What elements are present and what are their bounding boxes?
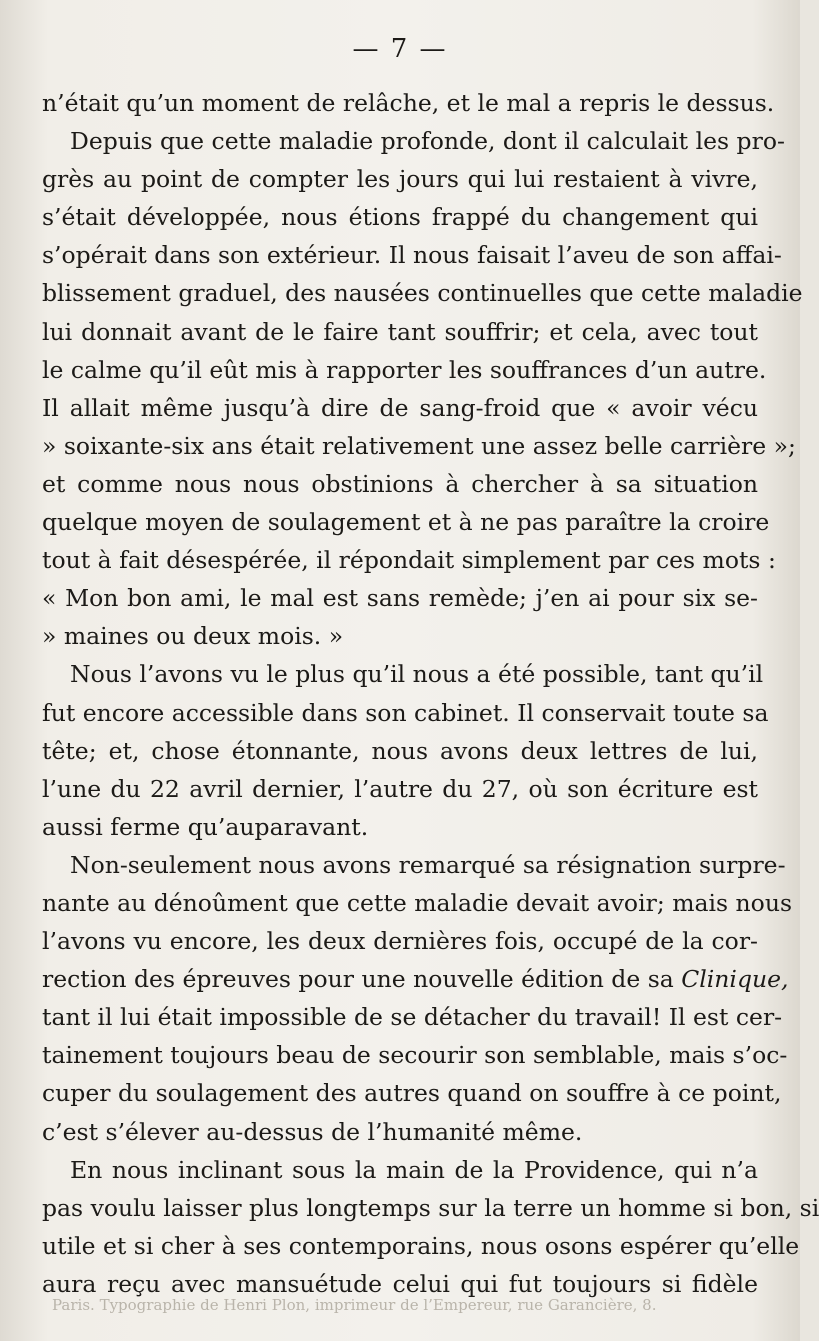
text-line-content: Non-seulement nous avons remarqué sa résignation surpre- xyxy=(70,850,786,879)
text-line-content: n’était qu’un moment de relâche, et le mal a repris le dessus. xyxy=(42,89,775,117)
text-line xyxy=(42,84,775,122)
text-line xyxy=(42,541,776,579)
text-line-content: quelque moyen de soulagement et à ne pas paraître la croire xyxy=(42,508,770,537)
text-line-content: lui donnait avant de le faire tant souffrir; et cela, avec tout xyxy=(42,317,758,346)
text-line xyxy=(42,732,758,770)
text-line xyxy=(42,351,767,389)
text-line xyxy=(42,1036,788,1074)
text-line-content: tant il lui était impossible de se détacher du travail! Il est cer- xyxy=(42,1003,783,1032)
text-line-content: s’était développée, nous étions frappé du changement qui xyxy=(42,203,758,232)
text-line-content: Il allait même jusqu’à dire de sang-froid que « avoir vécu xyxy=(42,393,758,422)
text-line xyxy=(42,160,758,198)
text-line-content: pas voulu laisser plus longtemps sur la terre un homme si bon, si xyxy=(42,1193,819,1222)
text-line xyxy=(42,122,785,160)
italic-title: Clinique, xyxy=(681,965,789,994)
text-line xyxy=(42,1113,758,1151)
text-line-content: « Mon bon ami, le mal est sans remède; j’en ai pour six se- xyxy=(42,584,758,613)
text-line-content: et comme nous nous obstinions à chercher à sa situation xyxy=(42,469,758,498)
text-line xyxy=(42,198,758,236)
text-line xyxy=(42,770,758,808)
text-line-content: nante au dénoûment que cette maladie devait avoir; mais nous xyxy=(42,888,793,917)
text-line-content: cuper du soulagement des autres quand on souffre à ce point, xyxy=(42,1079,782,1108)
text-line-content: » soixante-six ans était relativement une assez belle carrière »; xyxy=(42,431,796,460)
text-line-content: le calme qu’il eût mis à rapporter les souffrances d’un autre. xyxy=(42,355,767,384)
text-line-content: c’est s’élever au-dessus de l’humanité même. xyxy=(42,1117,583,1146)
text-line-content: En nous inclinant sous la main de la Providence, qui n’a xyxy=(70,1155,758,1184)
text-line xyxy=(42,998,783,1036)
text-line-content: tête; et, chose étonnante, nous avons deux lettres de lui, xyxy=(42,736,758,765)
text-line xyxy=(42,617,758,655)
text-line-content: tainement toujours beau de secourir son semblable, mais s’oc- xyxy=(42,1041,788,1070)
text-line xyxy=(42,960,789,998)
text-line xyxy=(42,922,758,960)
text-line-content: grès au point de compter les jours qui lui restaient à vivre, xyxy=(42,165,758,194)
text-line xyxy=(42,503,770,541)
text-line-content: rection des épreuves pour une nouvelle édition de sa xyxy=(42,965,674,994)
text-line xyxy=(42,884,793,922)
text-line xyxy=(42,1074,782,1112)
text-line xyxy=(42,655,764,693)
text-line xyxy=(42,427,796,465)
text-line xyxy=(42,274,803,312)
text-line-content: aura reçu avec mansuétude celui qui fut toujours si fidèle xyxy=(42,1269,758,1298)
text-line xyxy=(42,236,782,274)
text-line-content: » maines ou deux mois. » xyxy=(42,622,344,651)
text-line-content: blissement graduel, des nausées continuelles que cette maladie xyxy=(42,279,803,308)
body-text xyxy=(42,84,819,1303)
text-line-content: l’une du 22 avril dernier, l’autre du 27, où son écriture est xyxy=(42,774,758,803)
text-line xyxy=(42,846,786,884)
text-line-content: utile et si cher à ses contemporains, nous osons espérer qu’elle xyxy=(42,1231,800,1260)
text-line xyxy=(42,1151,758,1189)
text-line-content: fut encore accessible dans son cabinet. Il conservait toute sa xyxy=(42,698,769,727)
text-line xyxy=(42,389,758,427)
text-line xyxy=(42,1189,819,1227)
text-line-content: Depuis que cette maladie profonde, dont il calculait les pro- xyxy=(70,127,785,156)
text-line xyxy=(42,465,758,503)
text-line xyxy=(42,694,769,732)
text-line-content: tout à fait désespérée, il répondait simplement par ces mots : xyxy=(42,546,776,575)
text-line xyxy=(42,1227,800,1265)
text-line-content: Nous l’avons vu le plus qu’il nous a été possible, tant qu’il xyxy=(70,660,764,689)
text-line xyxy=(42,808,758,846)
text-line xyxy=(42,313,758,351)
text-line-content: s’opérait dans son extérieur. Il nous faisait l’aveu de son affai- xyxy=(42,241,782,270)
page-number: — 7 — xyxy=(352,34,448,64)
bleed-through-text: Paris. Typographie de Henri Plon, imprimeur de l’Empereur, rue Garancière, 8. xyxy=(52,1296,657,1314)
text-line-content: l’avons vu encore, les deux dernières fois, occupé de la cor- xyxy=(42,927,758,956)
text-line xyxy=(42,579,758,617)
text-line-content: aussi ferme qu’auparavant. xyxy=(42,812,369,841)
